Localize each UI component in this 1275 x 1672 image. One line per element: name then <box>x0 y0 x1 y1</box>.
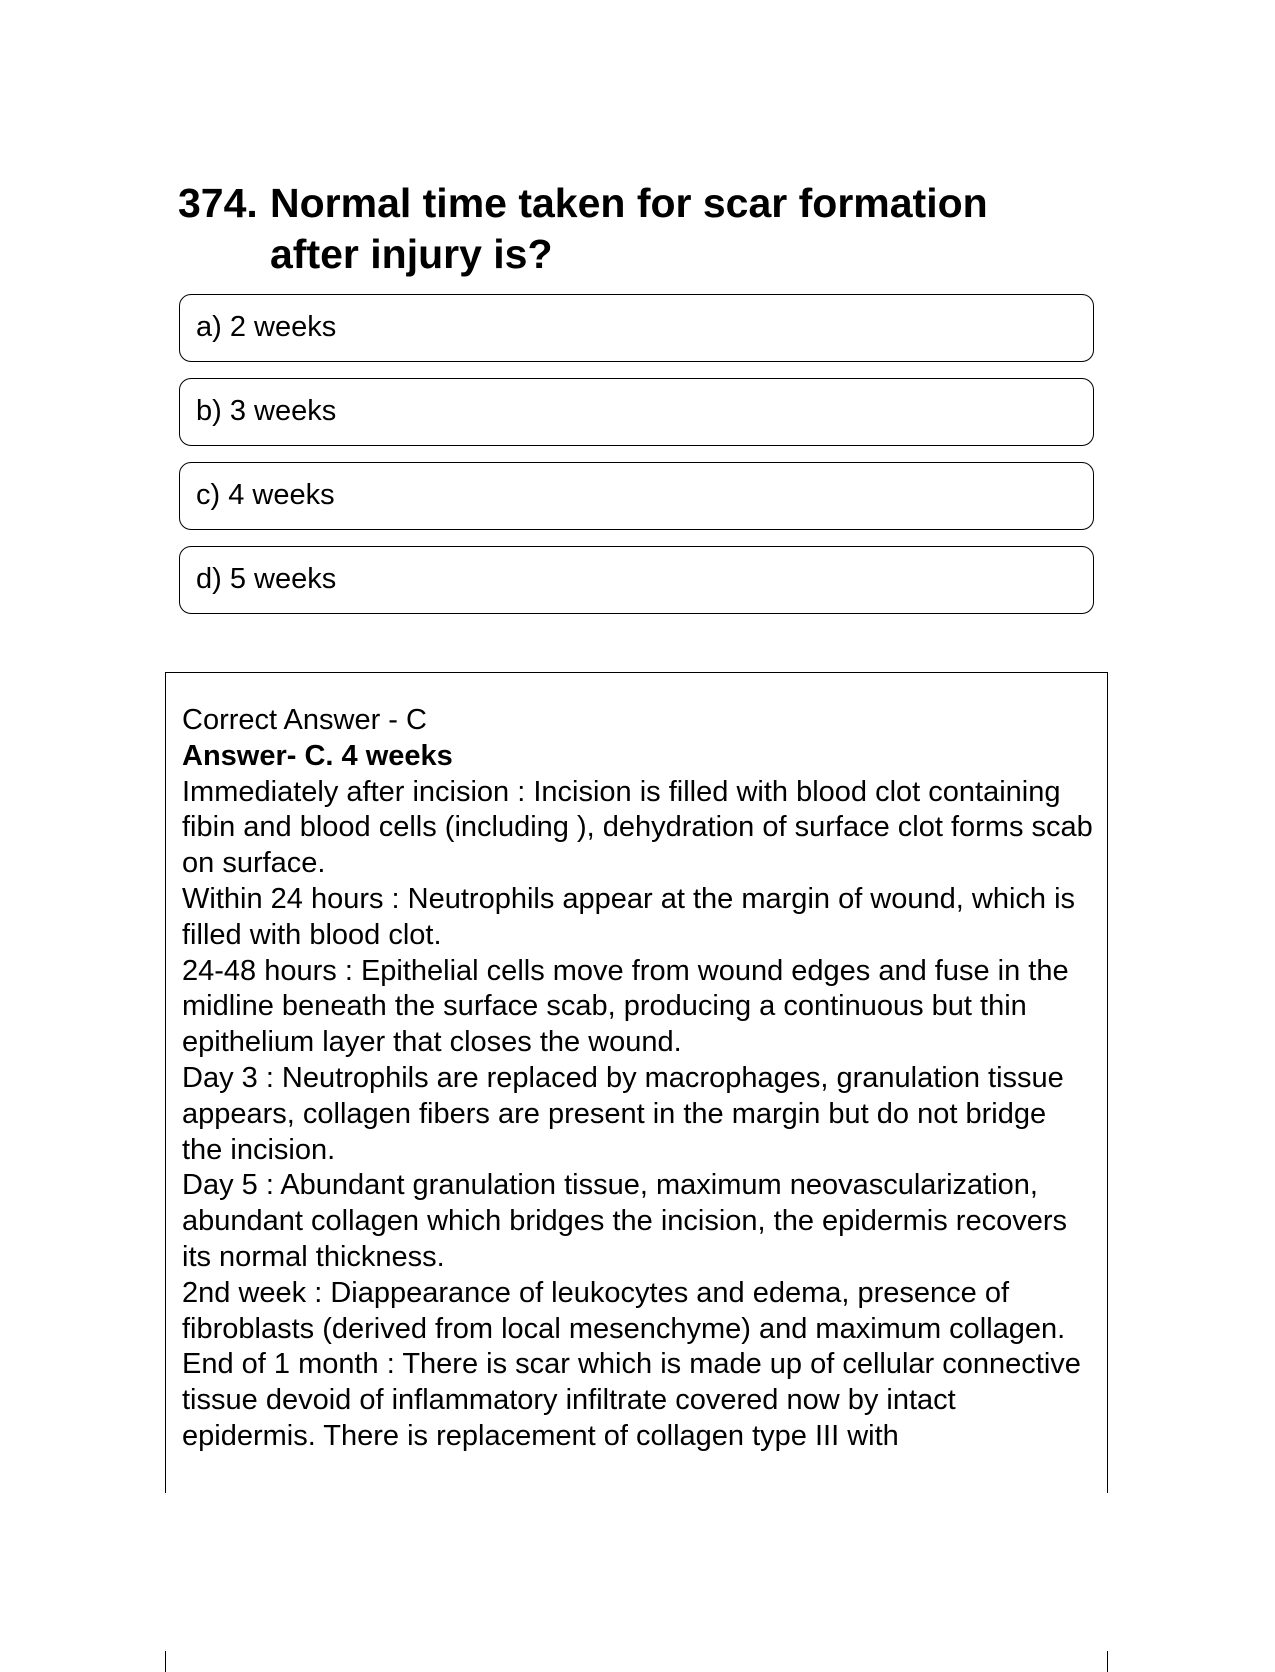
explanation-paragraph: Immediately after incision : Incision is filled with blood clot containing fibin and blood cells (including ), dehydration of surface clot forms scab on surface. <box>182 775 1093 880</box>
question-number: 374. <box>178 180 258 226</box>
answer-content <box>182 703 1094 1455</box>
explanation-paragraph: Day 3 : Neutrophils are replaced by macrophages, granulation tissue appears, collagen fibers are present in the margin but do not bridge the incision. <box>182 1061 1064 1166</box>
options-list <box>179 294 1094 630</box>
answer-heading: Answer- C. 4 weeks <box>182 739 453 772</box>
option-d[interactable]: d) 5 weeks <box>179 546 1094 614</box>
page-bottom-margin <box>0 1493 1275 1651</box>
option-a[interactable]: a) 2 weeks <box>179 294 1094 362</box>
option-c[interactable]: c) 4 weeks <box>179 462 1094 530</box>
explanation-paragraph: End of 1 month : There is scar which is made up of cellular connective tissue devoid of inflammatory infiltrate covered now by intact epidermis. There is replacement of collagen type III with <box>182 1348 1081 1452</box>
question-heading <box>178 178 1078 280</box>
explanation-paragraph: 2nd week : Diappearance of leukocytes and edema, presence of fibroblasts (derived from local mesenchyme) and maximum collagen. <box>182 1276 1066 1345</box>
correct-answer-line: Correct Answer - C <box>182 704 427 736</box>
option-b[interactable]: b) 3 weeks <box>179 378 1094 446</box>
explanation-paragraph: Within 24 hours : Neutrophils appear at the margin of wound, which is filled with blood clot. <box>182 882 1076 951</box>
explanation-paragraph: 24-48 hours : Epithelial cells move from wound edges and fuse in the midline beneath the surface scab, producing a continuous but thin epithelium layer that closes the wound. <box>182 954 1069 1059</box>
explanation-paragraph: Day 5 : Abundant granulation tissue, maximum neovascularization, abundant collagen which bridges the incision, the epidermis recovers its normal thickness. <box>182 1169 1068 1273</box>
question-text: Normal time taken for scar formation after injury is? <box>270 180 988 277</box>
